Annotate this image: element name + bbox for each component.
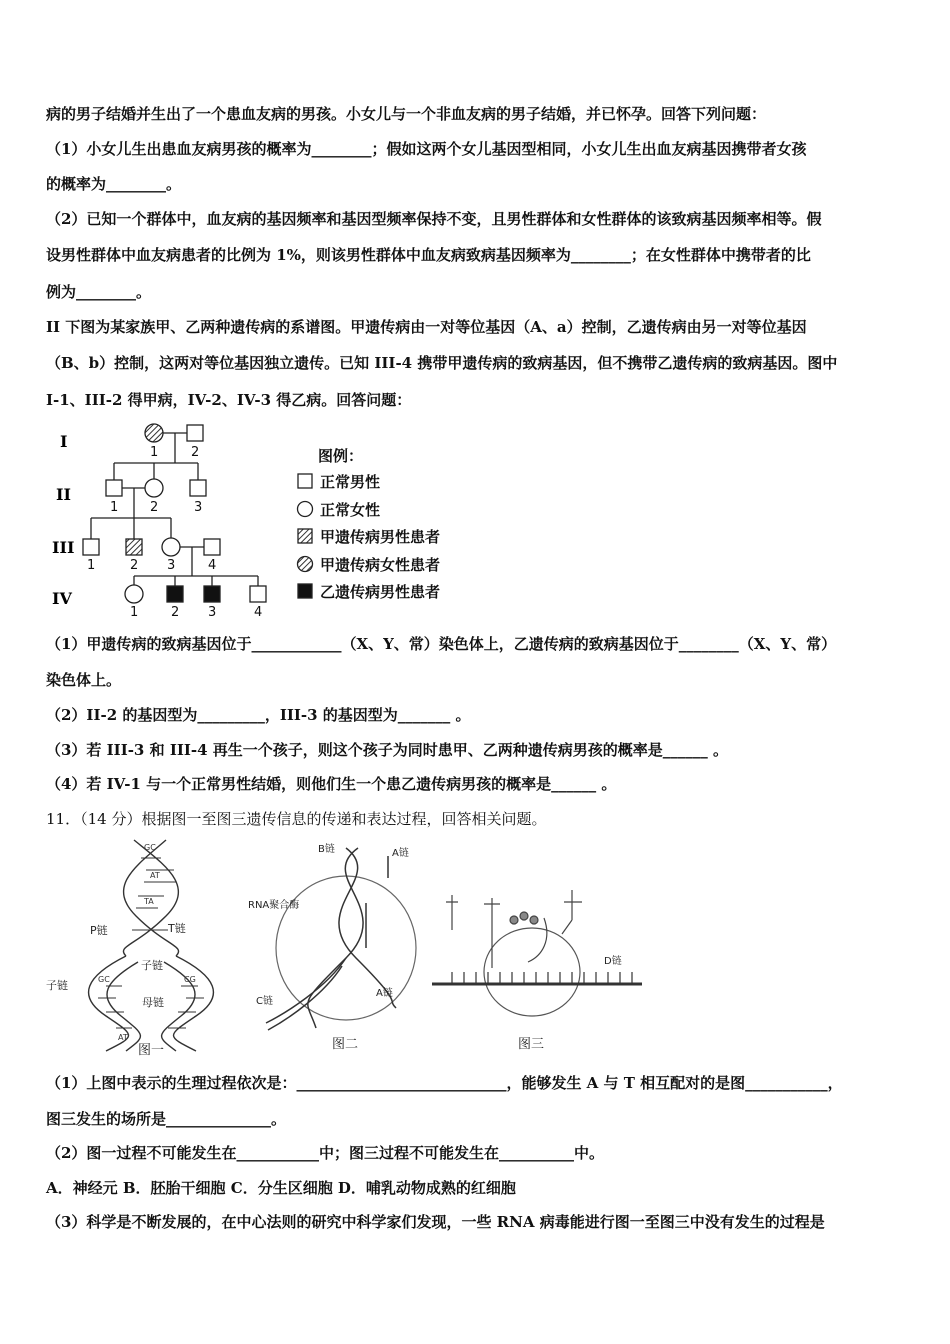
text-line-12: （2）II-2 的基因型为_________，III-3 的基因型为_______ 。 xyxy=(46,706,471,724)
fig2-label-a-top: A链 xyxy=(392,848,409,859)
ped-III-4 xyxy=(204,539,220,555)
fig1-base-2: AT xyxy=(150,871,160,880)
text-line-14: （4）若 IV-1 与一个正常男性结婚，则他们生一个患乙遗传病男孩的概率是______ 。 xyxy=(46,775,617,793)
gen-label-III: III xyxy=(52,538,75,557)
fig1-label-child-left: 子链 xyxy=(46,979,68,992)
text-line-16: （1）上图中表示的生理过程依次是：____________________________，能够发生 A 与 T 相互配对的是图___________， xyxy=(46,1074,843,1092)
figure-1-dna-replication xyxy=(46,836,246,1060)
num-III-2: 2 xyxy=(130,558,139,573)
gen-label-II: II xyxy=(56,485,71,504)
ped-I-2 xyxy=(187,425,203,441)
text-line-15: 11．（14 分）根据图一至图三遗传信息的传递和表达过程，回答相关问题。 xyxy=(46,810,547,828)
text-line-2: （1）小女儿生出患血友病男孩的概率为________；假如这两个女儿基因型相同，小女儿生出血友病基因携带者女孩 xyxy=(46,140,807,158)
num-IV-4: 4 xyxy=(254,605,263,620)
legend-a-male: 甲遗传病男性患者 xyxy=(320,528,441,546)
text-line-10: （1）甲遗传病的致病基因位于____________（X、Y、常）染色体上，乙遗传病的致病基因位于________（X、Y、常） xyxy=(46,635,837,653)
num-II-3: 3 xyxy=(194,500,203,515)
num-IV-1: 1 xyxy=(130,605,139,620)
fig1-label-parent: 母链 xyxy=(142,996,164,1009)
ped-II-2 xyxy=(145,479,163,497)
text-line-9: I-1、III-2 得甲病，IV-2、IV-3 得乙病。回答问题： xyxy=(46,391,412,409)
num-III-4: 4 xyxy=(208,558,217,573)
fig1-caption: 图一 xyxy=(138,1043,165,1058)
fig2-label-c: C链 xyxy=(256,996,273,1007)
pedigree-chart xyxy=(46,418,476,623)
ped-IV-3 xyxy=(204,586,220,602)
text-line-4: （2）已知一个群体中，血友病的基因频率和基因型频率保持不变，且男性群体和女性群体的该致病基因频率相等。假 xyxy=(46,210,822,228)
ped-III-2 xyxy=(126,539,142,555)
fig1-base-5: CG xyxy=(184,975,196,984)
text-line-19: A．神经元 B．胚胎干细胞 C．分生区细胞 D．哺乳动物成熟的红细胞 xyxy=(46,1179,516,1197)
text-line-11: 染色体上。 xyxy=(46,671,122,689)
figure-2-transcription xyxy=(246,838,426,1062)
ped-IV-2 xyxy=(167,586,183,602)
fig3-caption: 图三 xyxy=(518,1037,545,1052)
num-I-1: 1 xyxy=(150,445,159,460)
num-I-2: 2 xyxy=(191,445,200,460)
text-line-17: 图三发生的场所是______________。 xyxy=(46,1110,287,1128)
legend-normal-female-icon xyxy=(298,502,313,517)
fig1-base-3: TA xyxy=(144,897,154,906)
legend-a-female: 甲遗传病女性患者 xyxy=(320,556,441,574)
ped-II-3 xyxy=(190,480,206,496)
legend-a-female-icon xyxy=(298,557,313,572)
legend-normal-female: 正常女性 xyxy=(320,501,381,519)
text-line-18: （2）图一过程不可能发生在___________中；图三过程不可能发生在__________中。 xyxy=(46,1144,604,1162)
legend-b-male-icon xyxy=(298,584,312,598)
text-line-1: 病的男子结婚并生出了一个患血友病的男孩。小女儿与一个非血友病的男子结婚，并已怀孕。回答下列问题： xyxy=(46,105,767,123)
num-III-1: 1 xyxy=(87,558,96,573)
num-II-2: 2 xyxy=(150,500,159,515)
num-III-3: 3 xyxy=(167,558,176,573)
fig1-label-p: P链 xyxy=(90,924,108,937)
fig2-label-a-bottom: A链 xyxy=(376,988,393,999)
text-line-5: 设男性群体中血友病患者的比例为 1%，则该男性群体中血友病致病基因频率为________；在女性群体中携带者的比 xyxy=(46,246,811,264)
num-IV-3: 3 xyxy=(208,605,217,620)
ped-III-3 xyxy=(162,538,180,556)
num-II-1: 1 xyxy=(110,500,119,515)
legend-a-male-icon xyxy=(298,529,312,543)
fig1-base-1: GC xyxy=(144,843,156,852)
ped-II-1 xyxy=(106,480,122,496)
ped-IV-1 xyxy=(125,585,143,603)
gen-label-IV: IV xyxy=(52,589,72,608)
ped-III-1 xyxy=(83,539,99,555)
num-IV-2: 2 xyxy=(171,605,180,620)
fig3-label-d: D链 xyxy=(604,956,622,967)
text-line-6: 例为________。 xyxy=(46,283,152,301)
legend-title: 图例： xyxy=(318,447,364,465)
fig1-label-child-mid: 子链 xyxy=(141,959,163,972)
fig2-caption: 图二 xyxy=(332,1037,359,1052)
text-line-7: II 下图为某家族甲、乙两种遗传病的系谱图。甲遗传病由一对等位基因（A、a）控制，乙遗传病由另一对等位基因 xyxy=(46,318,807,336)
legend-b-male: 乙遗传病男性患者 xyxy=(320,583,441,601)
legend-normal-male-icon xyxy=(298,474,312,488)
fig1-base-6: AT xyxy=(118,1033,128,1042)
text-line-3: 的概率为________。 xyxy=(46,175,182,193)
gen-label-I: I xyxy=(60,432,68,451)
text-line-8: （B、b）控制，这两对等位基因独立遗传。已知 III-4 携带甲遗传病的致病基因，但不携带乙遗传病的致病基因。图中 xyxy=(46,354,838,372)
legend-normal-male: 正常男性 xyxy=(320,473,381,491)
fig1-label-t: T链 xyxy=(168,922,186,935)
fig1-base-4: GC xyxy=(98,975,110,984)
ped-I-1 xyxy=(145,424,163,442)
figure-3-translation xyxy=(432,860,642,1060)
text-line-20: （3）科学是不断发展的，在中心法则的研究中科学家们发现，一些 RNA 病毒能进行图一至图三中没有发生的过程是 xyxy=(46,1213,825,1231)
fig2-label-b: B链 xyxy=(318,844,335,855)
ped-IV-4 xyxy=(250,586,266,602)
fig2-label-rna-pol: RNA聚合酶 xyxy=(248,900,300,911)
text-line-13: （3）若 III-3 和 III-4 再生一个孩子，则这个孩子为同时患甲、乙两种遗传病男孩的概率是______ 。 xyxy=(46,741,728,759)
